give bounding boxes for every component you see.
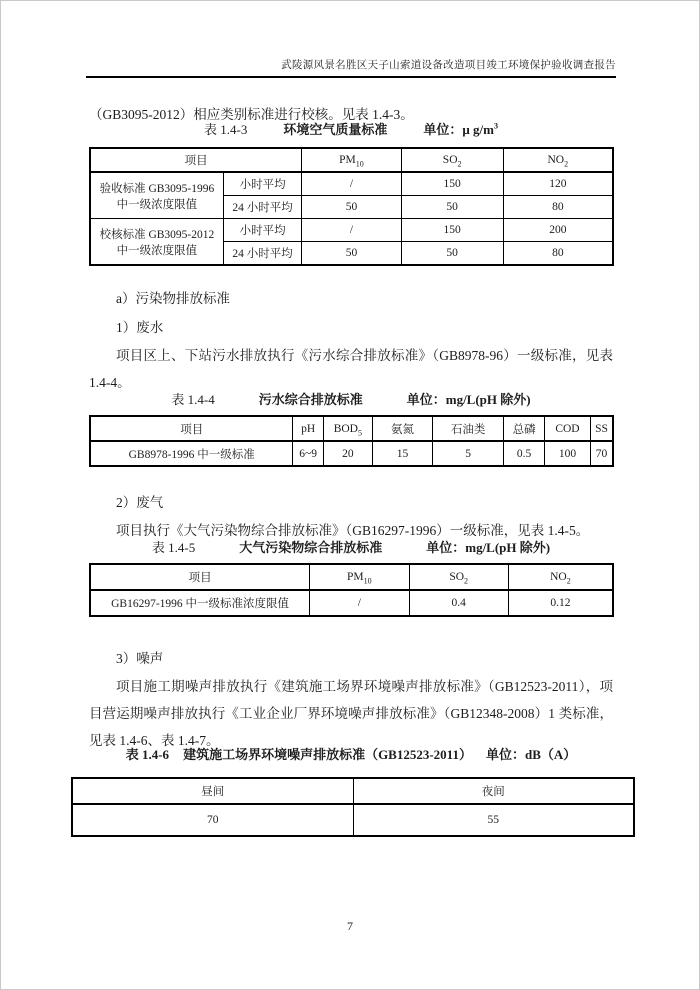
table-row	[72, 778, 634, 804]
t6-value-daytime: 70	[72, 804, 353, 836]
t5-header-so2: $SO_2$	[409, 564, 508, 590]
t3-g1-r1-so2: 150	[401, 172, 503, 196]
t5-value-no2: 0.12	[508, 590, 613, 616]
t6-value-nighttime: 55	[353, 804, 634, 836]
t3-g2-r2-so2: 50	[401, 242, 503, 266]
t3-g2-r1-period: 小时平均	[223, 219, 301, 242]
t3-group1-label: 验收标准 GB3095-1996 中一级浓度限值	[90, 172, 223, 219]
t5-header-pm10: $PM_{10}$	[310, 564, 409, 590]
table-row	[90, 590, 613, 616]
t4-value-bod5: 20	[323, 441, 372, 466]
air-pollutant-emission-table	[89, 563, 614, 617]
t3-g2-r1-pm10: /	[302, 219, 401, 242]
t3-g2-r2-period: 24 小时平均	[223, 242, 301, 266]
table-row	[90, 564, 613, 590]
table-row	[90, 416, 613, 441]
t4-value-ss: 70	[590, 441, 613, 466]
t4-header-ammonia: 氨氮	[372, 416, 432, 441]
t4-header-petroleum: 石油类	[433, 416, 504, 441]
t4-header-bod5: $BOD_5$	[323, 416, 372, 441]
table4-title: 污水综合排放标准	[258, 392, 363, 407]
table5-title: 大气污染物综合排放标准	[239, 540, 383, 555]
t3-g1-r1-period: 小时平均	[223, 172, 301, 196]
table6-number: 表 1.4-6	[125, 747, 170, 762]
t3-g2-r2-no2: 80	[503, 242, 613, 266]
header-rule	[86, 76, 616, 78]
table5-caption	[89, 537, 613, 556]
t3-header-pm10: $PM_{10}$	[302, 148, 401, 172]
t3-g1-r2-pm10: 50	[302, 196, 401, 219]
t3-header-item: 项目	[90, 148, 302, 172]
t4-header-ph: pH	[293, 416, 323, 441]
construction-noise-table	[71, 777, 635, 837]
t3-header-so2: $SO_2$	[401, 148, 503, 172]
t3-g1-r2-so2: 50	[401, 196, 503, 219]
page-number: 7	[347, 919, 353, 933]
t4-header-cod: COD	[544, 416, 590, 441]
t4-header-ss: SS	[590, 416, 613, 441]
table6-unit: 单位：dB（A）	[485, 747, 577, 762]
table-row	[90, 172, 613, 196]
t4-row-label: GB8978-1996 中一级标准	[90, 441, 293, 466]
subsection-1-heading: 1）废水	[116, 319, 164, 335]
table-row	[90, 219, 613, 242]
subsection-2-heading: 2）废气	[116, 494, 164, 510]
table3-title: 环境空气质量标准	[283, 122, 388, 137]
wastewater-standards-table	[89, 415, 614, 467]
table-row	[72, 804, 634, 836]
t3-g2-r2-pm10: 50	[302, 242, 401, 266]
t4-value-ph: 6~9	[293, 441, 323, 466]
paragraph-noise: 项目施工期噪声排放执行《建筑施工场界环境噪声排放标准》（GB12523-2011），项目营运期噪声排放执行《工业企业厂界环境噪声排放标准》（GB12348-2008）1 类标准，见表 1.4-6、表 1.4-7。	[89, 678, 613, 748]
t3-header-no2: $NO_2$	[503, 148, 613, 172]
table6-title: 建筑施工场界环境噪声排放标准（GB12523-2011）	[183, 747, 472, 762]
t5-row-label: GB16297-1996 中一级标准浓度限值	[90, 590, 310, 616]
table6-caption	[89, 744, 613, 763]
t4-value-cod: 100	[544, 441, 590, 466]
paragraph-air: 项目执行《大气污染物综合排放标准》（GB16297-1996）一级标准，见表 1.4-5。	[116, 522, 590, 538]
paragraph-wastewater: 项目区上、下站污水排放执行《污水综合排放标准》（GB8978-96）一级标准，见表 1.4-4。	[89, 347, 613, 390]
t3-g1-r1-no2: 120	[503, 172, 613, 196]
table3-unit: 单位：μ $g/m^3$	[423, 121, 498, 137]
t3-g1-r1-pm10: /	[302, 172, 401, 196]
table5-unit: 单位：mg/L(pH 除外)	[426, 540, 551, 555]
t3-g1-r2-no2: 80	[503, 196, 613, 219]
t4-value-phosphorus: 0.5	[504, 441, 545, 466]
table-row	[90, 148, 613, 172]
t3-g2-r1-no2: 200	[503, 219, 613, 242]
table4-number: 表 1.4-4	[171, 392, 215, 407]
t5-header-item: 项目	[90, 564, 310, 590]
t5-header-no2: $NO_2$	[508, 564, 613, 590]
table5-number: 表 1.4-5	[151, 540, 196, 555]
table4-unit: 单位：mg/L(pH 除外)	[406, 392, 531, 407]
t4-value-petroleum: 5	[433, 441, 504, 466]
t3-g1-r2-period: 24 小时平均	[223, 196, 301, 219]
t5-value-so2: 0.4	[409, 590, 508, 616]
t6-header-nighttime: 夜间	[353, 778, 634, 804]
t4-header-phosphorus: 总磷	[504, 416, 545, 441]
table-row	[90, 441, 613, 466]
table3-number: 表 1.4-3	[204, 122, 248, 137]
air-quality-standards-table	[89, 147, 614, 266]
table4-caption	[89, 389, 613, 408]
t3-group2-label: 校核标准 GB3095-2012 中一级浓度限值	[90, 219, 223, 266]
section-a-heading: a）污染物排放标准	[116, 290, 230, 306]
t4-value-ammonia: 15	[372, 441, 432, 466]
table3-caption	[89, 119, 613, 138]
t3-g2-r1-so2: 150	[401, 219, 503, 242]
running-header	[86, 57, 616, 72]
subsection-3-heading: 3）噪声	[116, 650, 164, 666]
t5-value-pm10: /	[310, 590, 409, 616]
t6-header-daytime: 昼间	[72, 778, 353, 804]
running-header-text: 武陵源风景名胜区天子山索道设备改造项目竣工环境保护验收调查报告	[281, 60, 616, 71]
paragraph-intro: （GB3095-2012）相应类别标准进行校核。见表 1.4-3。	[89, 106, 414, 122]
t4-header-item: 项目	[90, 416, 293, 441]
